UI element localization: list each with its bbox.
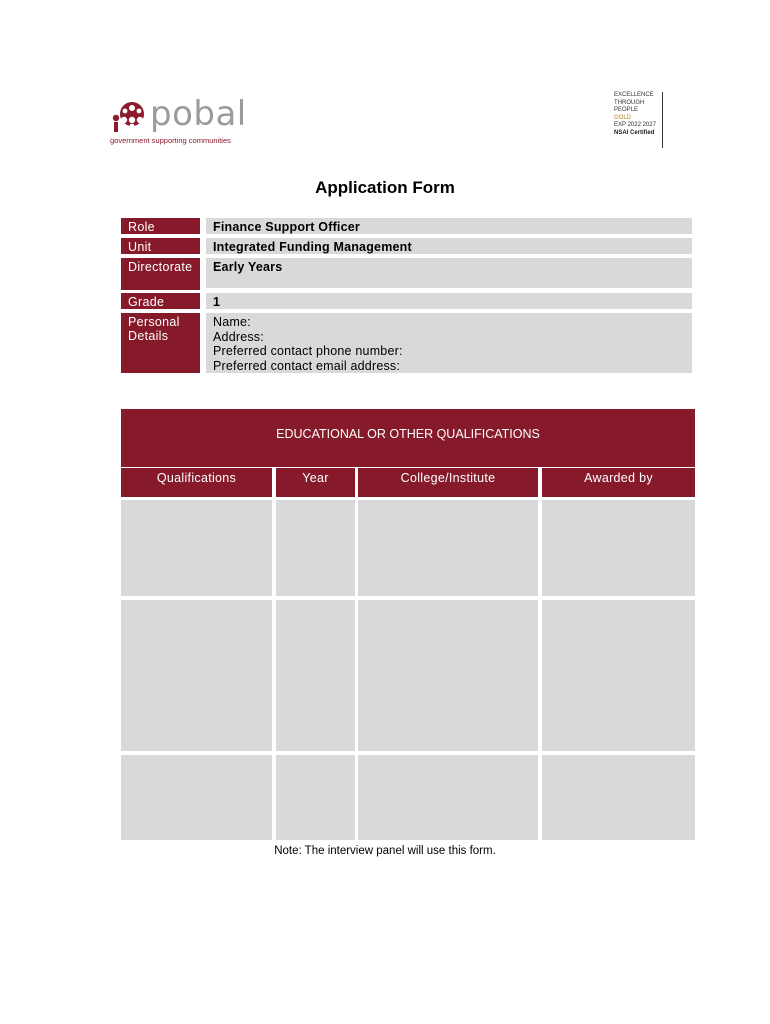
column-header-year: Year xyxy=(276,468,355,497)
badge-line: EXP 2022 2027 xyxy=(614,122,656,128)
value-directorate: Early Years xyxy=(206,258,692,288)
table-cell-year[interactable] xyxy=(276,600,355,751)
table-cell-awarded-by[interactable] xyxy=(542,600,695,751)
personal-phone-line: Preferred contact phone number: xyxy=(213,344,403,358)
badge-line: GOLD xyxy=(614,114,632,121)
table-cell-qualification[interactable] xyxy=(121,600,272,751)
footer-note: Note: The interview panel will use this form. xyxy=(274,845,496,857)
pobal-logo-icon xyxy=(108,100,148,136)
value-grade: 1 xyxy=(206,293,692,309)
table-cell-qualification[interactable] xyxy=(121,500,272,596)
value-personal-details[interactable] xyxy=(206,313,692,373)
column-header-qualifications: Qualifications xyxy=(121,468,272,497)
table-cell-year[interactable] xyxy=(276,500,355,596)
table-cell-year[interactable] xyxy=(276,755,355,840)
value-role: Finance Support Officer xyxy=(206,218,692,234)
table-cell-college[interactable] xyxy=(358,755,538,840)
badge-line: THROUGH xyxy=(614,99,645,106)
label-personal-details: Personal Details xyxy=(121,313,200,373)
certification-badge xyxy=(614,92,663,148)
badge-line: EXCELLENCE xyxy=(614,92,654,98)
personal-address-line: Address: xyxy=(213,329,264,344)
badge-line: PEOPLE xyxy=(614,107,639,113)
table-cell-awarded-by[interactable] xyxy=(542,500,695,596)
table-cell-college[interactable] xyxy=(358,500,538,596)
label-grade: Grade xyxy=(121,293,200,309)
column-header-awarded-by: Awarded by xyxy=(542,468,695,497)
column-header-college: College/Institute xyxy=(358,468,538,497)
table-cell-college[interactable] xyxy=(358,600,538,751)
personal-name-line: Name: xyxy=(213,315,251,329)
personal-email-line: Preferred contact email address: xyxy=(213,358,401,373)
label-directorate: Directorate xyxy=(121,258,200,290)
logo-wordmark: pobal xyxy=(150,94,247,134)
qualifications-heading: EDUCATIONAL OR OTHER QUALIFICATIONS xyxy=(121,409,695,467)
table-cell-awarded-by[interactable] xyxy=(542,755,695,840)
label-role: Role xyxy=(121,218,200,234)
label-unit: Unit xyxy=(121,238,200,254)
badge-line: NSAI Certified xyxy=(614,129,655,136)
table-cell-qualification[interactable] xyxy=(121,755,272,840)
pobal-logo xyxy=(108,94,248,150)
logo-tagline: government supporting communities xyxy=(110,136,231,145)
value-unit: Integrated Funding Management xyxy=(206,238,692,254)
page-title: Application Form xyxy=(315,178,455,197)
